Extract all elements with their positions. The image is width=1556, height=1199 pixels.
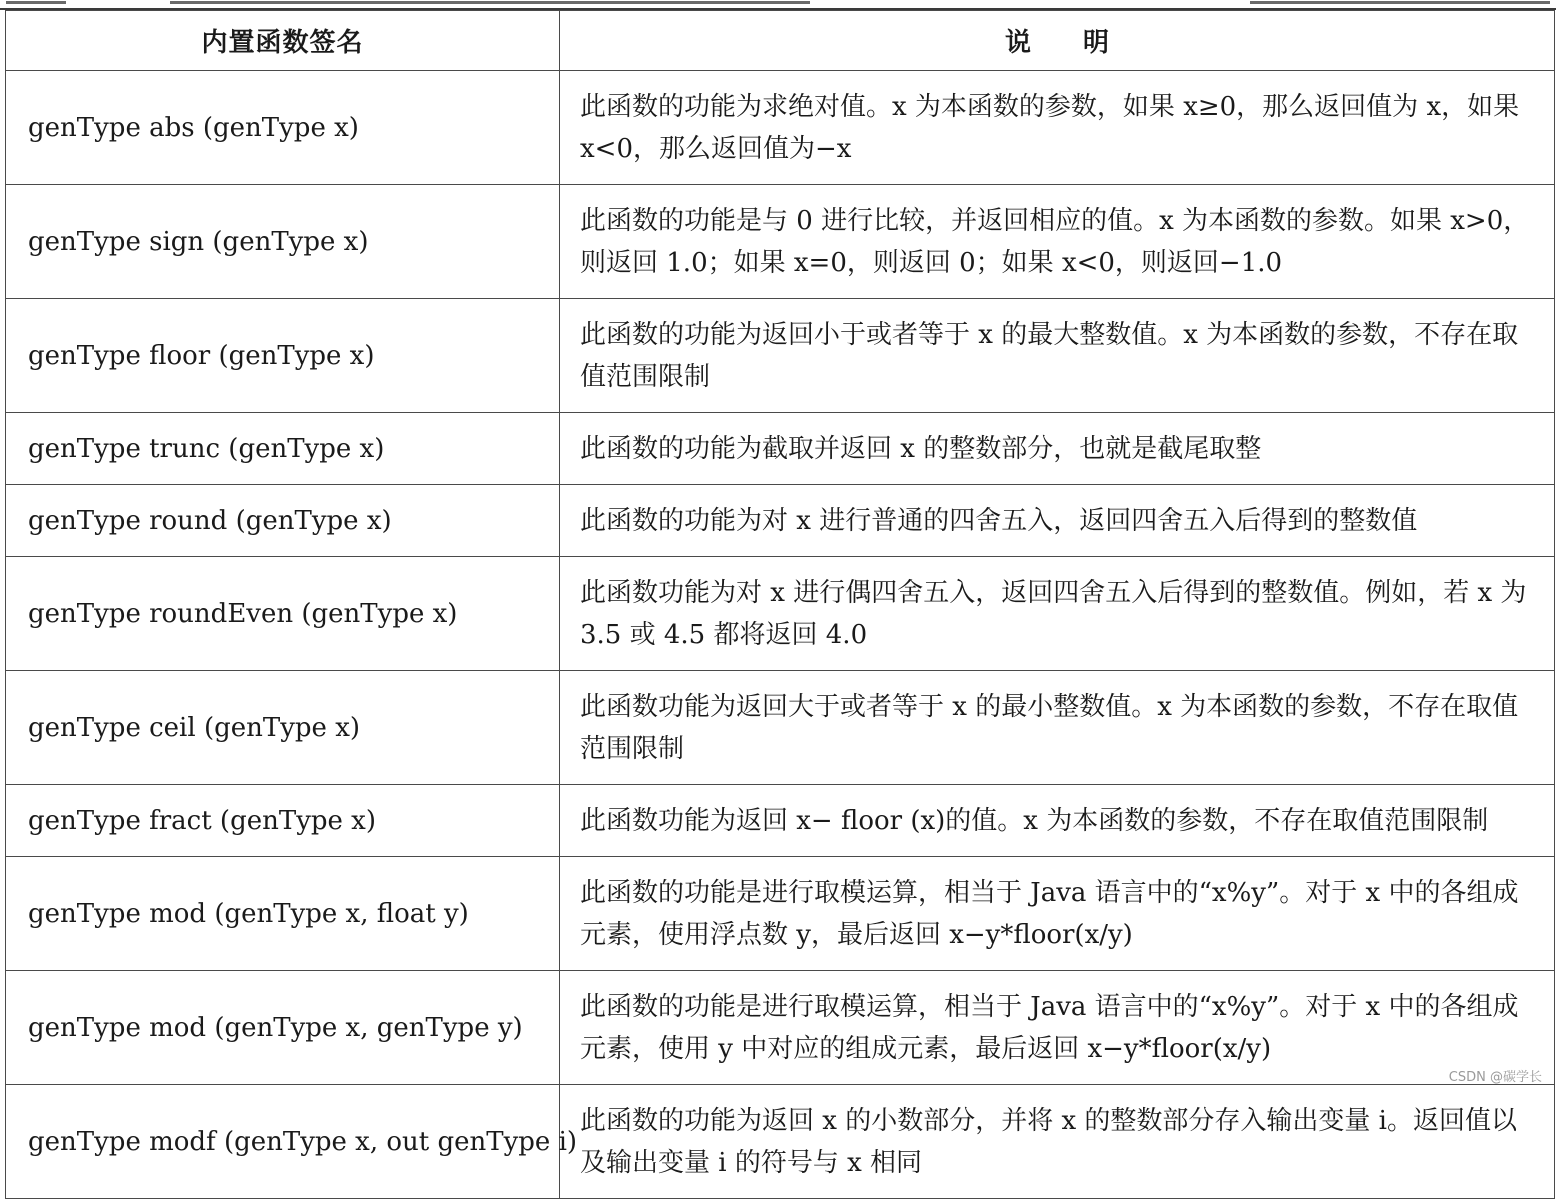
signature-cell: genType mod (genType x, float y) (6, 857, 560, 971)
top-rule-dash (6, 1, 66, 4)
signature-cell: genType roundEven (genType x) (6, 557, 560, 671)
top-rule-dash (170, 1, 810, 4)
description-cell: 此函数功能为返回 x− floor (x)的值。x 为本函数的参数，不存在取值范围限制 (560, 785, 1555, 857)
top-rule (0, 0, 1556, 10)
signature-cell: genType trunc (genType x) (6, 413, 560, 485)
table-row (6, 485, 1555, 557)
signature-cell: genType abs (genType x) (6, 71, 560, 185)
description-cell: 此函数的功能为截取并返回 x 的整数部分，也就是截尾取整 (560, 413, 1555, 485)
description-cell: 此函数的功能是进行取模运算，相当于 Java 语言中的“x%y”。对于 x 中的各组成元素，使用浮点数 y，最后返回 x−y*floor(x/y) (560, 857, 1555, 971)
watermark: CSDN @碳学长 (1448, 1070, 1542, 1085)
description-cell: 此函数的功能为对 x 进行普通的四舍五入，返回四舍五入后得到的整数值 (560, 485, 1555, 557)
table-row (6, 971, 1555, 1085)
signature-cell: genType floor (genType x) (6, 299, 560, 413)
table-header-row (6, 11, 1555, 71)
table-row (6, 671, 1555, 785)
top-rule-dash (1250, 1, 1550, 4)
signature-cell: genType mod (genType x, genType y) (6, 971, 560, 1085)
description-cell: 此函数的功能是进行取模运算，相当于 Java 语言中的“x%y”。对于 x 中的各组成元素，使用 y 中对应的组成元素，最后返回 x−y*floor(x/y) (560, 971, 1555, 1085)
table-row (6, 857, 1555, 971)
header-signature: 内置函数签名 (6, 11, 560, 71)
description-cell: 此函数的功能是与 0 进行比较，并返回相应的值。x 为本函数的参数。如果 x>0，则返回 1.0；如果 x=0，则返回 0；如果 x<0，则返回−1.0 (560, 185, 1555, 299)
header-description: 说 明 (560, 11, 1555, 71)
table-row (6, 1085, 1555, 1199)
description-cell: 此函数功能为返回大于或者等于 x 的最小整数值。x 为本函数的参数，不存在取值范围限制 (560, 671, 1555, 785)
description-cell: 此函数的功能为求绝对值。x 为本函数的参数，如果 x≥0，那么返回值为 x，如果 x<0，那么返回值为−x (560, 71, 1555, 185)
table-row (6, 299, 1555, 413)
table-row (6, 785, 1555, 857)
description-cell: 此函数的功能为返回 x 的小数部分，并将 x 的整数部分存入输出变量 i。返回值以及输出变量 i 的符号与 x 相同 (560, 1085, 1555, 1199)
table-row (6, 185, 1555, 299)
table-row (6, 71, 1555, 185)
table-row (6, 413, 1555, 485)
function-table (5, 10, 1555, 1199)
table-row (6, 557, 1555, 671)
signature-cell: genType sign (genType x) (6, 185, 560, 299)
description-cell: 此函数的功能为返回小于或者等于 x 的最大整数值。x 为本函数的参数，不存在取值范围限制 (560, 299, 1555, 413)
description-cell: 此函数功能为对 x 进行偶四舍五入，返回四舍五入后得到的整数值。例如，若 x 为 3.5 或 4.5 都将返回 4.0 (560, 557, 1555, 671)
signature-cell: genType round (genType x) (6, 485, 560, 557)
signature-cell: genType fract (genType x) (6, 785, 560, 857)
signature-cell: genType ceil (genType x) (6, 671, 560, 785)
signature-cell: genType modf (genType x, out genType i) (6, 1085, 560, 1199)
